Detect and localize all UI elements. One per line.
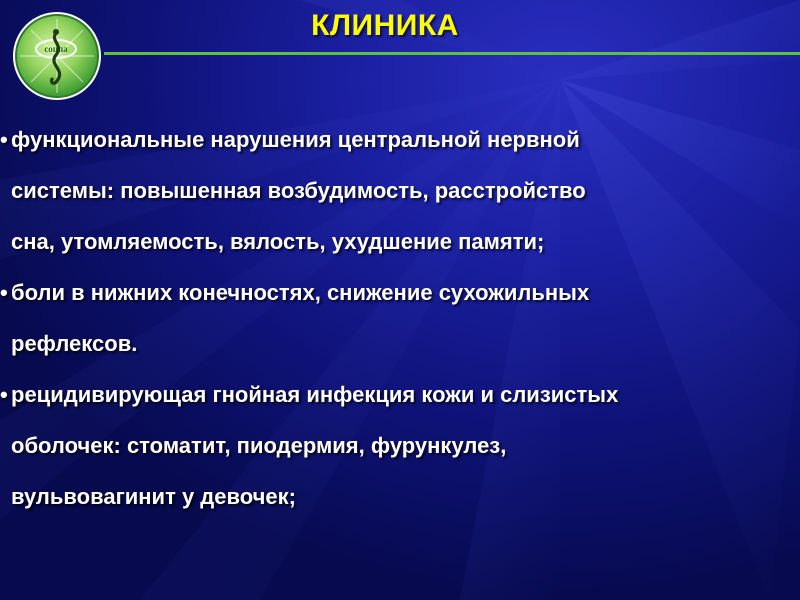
logo	[12, 11, 102, 101]
bullet-marker: •	[0, 280, 8, 305]
bullet-item	[0, 267, 795, 369]
bullet-marker: •	[0, 127, 8, 152]
slide-title: КЛИНИКА	[311, 9, 459, 42]
bullet-item	[0, 369, 795, 522]
bullet-line: функциональные нарушения центральной нервной	[11, 127, 580, 152]
logo-text: соцпа	[44, 44, 68, 54]
bullet-marker: •	[0, 382, 8, 407]
bullet-line: сна, утомляемость, вялость, ухудшение памяти;	[11, 229, 545, 254]
bullet-line: системы: повышенная возбудимость, расстройство	[11, 178, 586, 203]
bullet-item	[0, 114, 795, 267]
bullet-list	[0, 114, 795, 522]
bullet-line: боли в нижних конечностях, снижение сухожильных	[11, 280, 590, 305]
bullet-line: вульвовагинит у девочек;	[11, 484, 296, 509]
bullet-line: оболочек: стоматит, пиодермия, фурункулез,	[11, 433, 507, 458]
bullet-line: рефлексов.	[11, 331, 138, 356]
title-divider	[104, 52, 800, 55]
bullet-line: рецидивирующая гнойная инфекция кожи и слизистых	[11, 382, 619, 407]
medical-emblem-icon	[12, 11, 102, 101]
